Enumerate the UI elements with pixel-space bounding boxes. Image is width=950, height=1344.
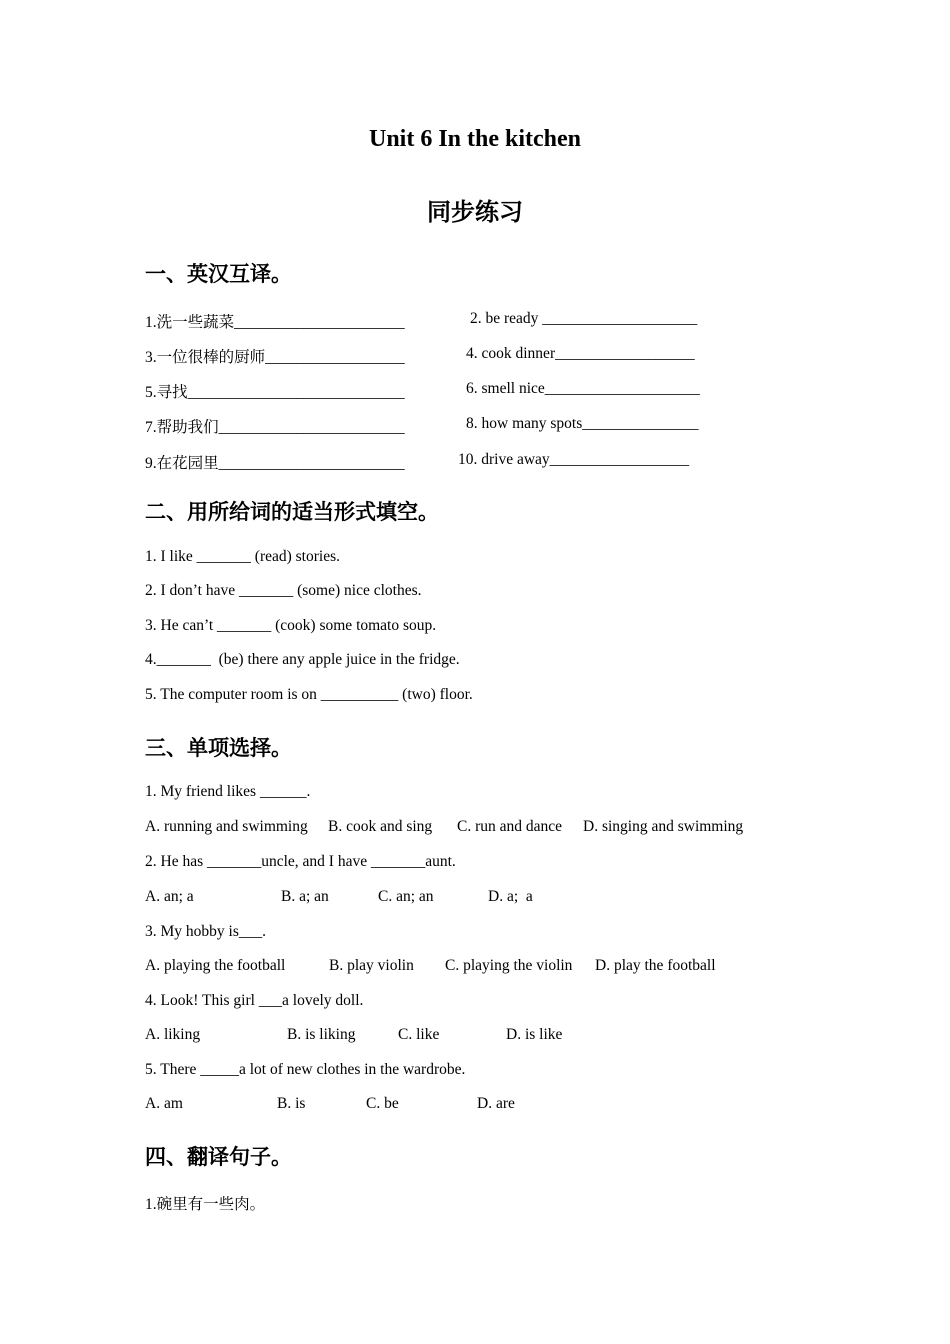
choice-option: B. a; an xyxy=(281,888,329,905)
choice-question-5: 5. There _____a lot of new clothes in the wardrobe. xyxy=(145,1061,466,1078)
translation-sentence-1: 1.碗里有一些肉。 xyxy=(145,1196,266,1213)
translate-item-2: 2. be ready ____________________ xyxy=(470,310,698,327)
section-1-heading: 一、英汉互译。 xyxy=(145,262,292,286)
section-2-heading: 二、用所给词的适当形式填空。 xyxy=(145,500,439,524)
fill-item-1: 1. I like _______ (read) stories. xyxy=(145,548,340,565)
translate-item-3: 3.一位很棒的厨师__________________ xyxy=(145,349,405,366)
translate-item-8: 8. how many spots_______________ xyxy=(466,415,699,432)
choice-question-3: 3. My hobby is___. xyxy=(145,923,266,940)
choice-option: C. like xyxy=(398,1026,440,1043)
choice-option: C. playing the violin xyxy=(445,957,573,974)
choice-option: D. play the football xyxy=(595,957,716,974)
fill-item-4: 4._______ (be) there any apple juice in the fridge. xyxy=(145,651,460,668)
fill-item-3: 3. He can’t _______ (cook) some tomato soup. xyxy=(145,617,437,634)
choice-option: A. running and swimming xyxy=(145,818,308,835)
translate-item-9: 9.在花园里________________________ xyxy=(145,455,405,472)
page-title: Unit 6 In the kitchen xyxy=(368,126,582,152)
fill-item-2: 2. I don’t have _______ (some) nice clothes. xyxy=(145,582,422,599)
translate-item-6: 6. smell nice____________________ xyxy=(466,380,700,397)
choice-option: C. an; an xyxy=(378,888,434,905)
choice-question-4: 4. Look! This girl ___a lovely doll. xyxy=(145,992,364,1009)
choice-question-2: 2. He has _______uncle, and I have _______aunt. xyxy=(145,853,456,870)
choice-option: C. be xyxy=(366,1095,399,1112)
section-3-heading: 三、单项选择。 xyxy=(145,736,292,760)
choice-option: D. a; a xyxy=(488,888,533,905)
choice-option: B. is liking xyxy=(287,1026,356,1043)
choice-option: D. are xyxy=(477,1095,515,1112)
choice-option: A. an; a xyxy=(145,888,194,905)
section-4-heading: 四、翻译句子。 xyxy=(145,1145,292,1169)
fill-item-5: 5. The computer room is on __________ (two) floor. xyxy=(145,686,473,703)
choice-option: A. am xyxy=(145,1095,183,1112)
translate-item-5: 5.寻找____________________________ xyxy=(145,384,405,401)
choice-option: B. cook and sing xyxy=(328,818,433,835)
translate-item-1: 1.洗一些蔬菜______________________ xyxy=(145,314,405,331)
choice-question-1: 1. My friend likes ______. xyxy=(145,783,311,800)
choice-option: A. liking xyxy=(145,1026,201,1043)
translate-item-4: 4. cook dinner__________________ xyxy=(466,345,695,362)
choice-option: B. play violin xyxy=(329,957,414,974)
translate-item-7: 7.帮助我们________________________ xyxy=(145,419,405,436)
translate-item-10: 10. drive away__________________ xyxy=(458,451,690,468)
choice-option: C. run and dance xyxy=(457,818,563,835)
choice-option: A. playing the football xyxy=(145,957,286,974)
page-subtitle: 同步练习 xyxy=(427,200,523,226)
choice-option: D. is like xyxy=(506,1026,563,1043)
choice-option: D. singing and swimming xyxy=(583,818,744,835)
choice-option: B. is xyxy=(277,1095,306,1112)
